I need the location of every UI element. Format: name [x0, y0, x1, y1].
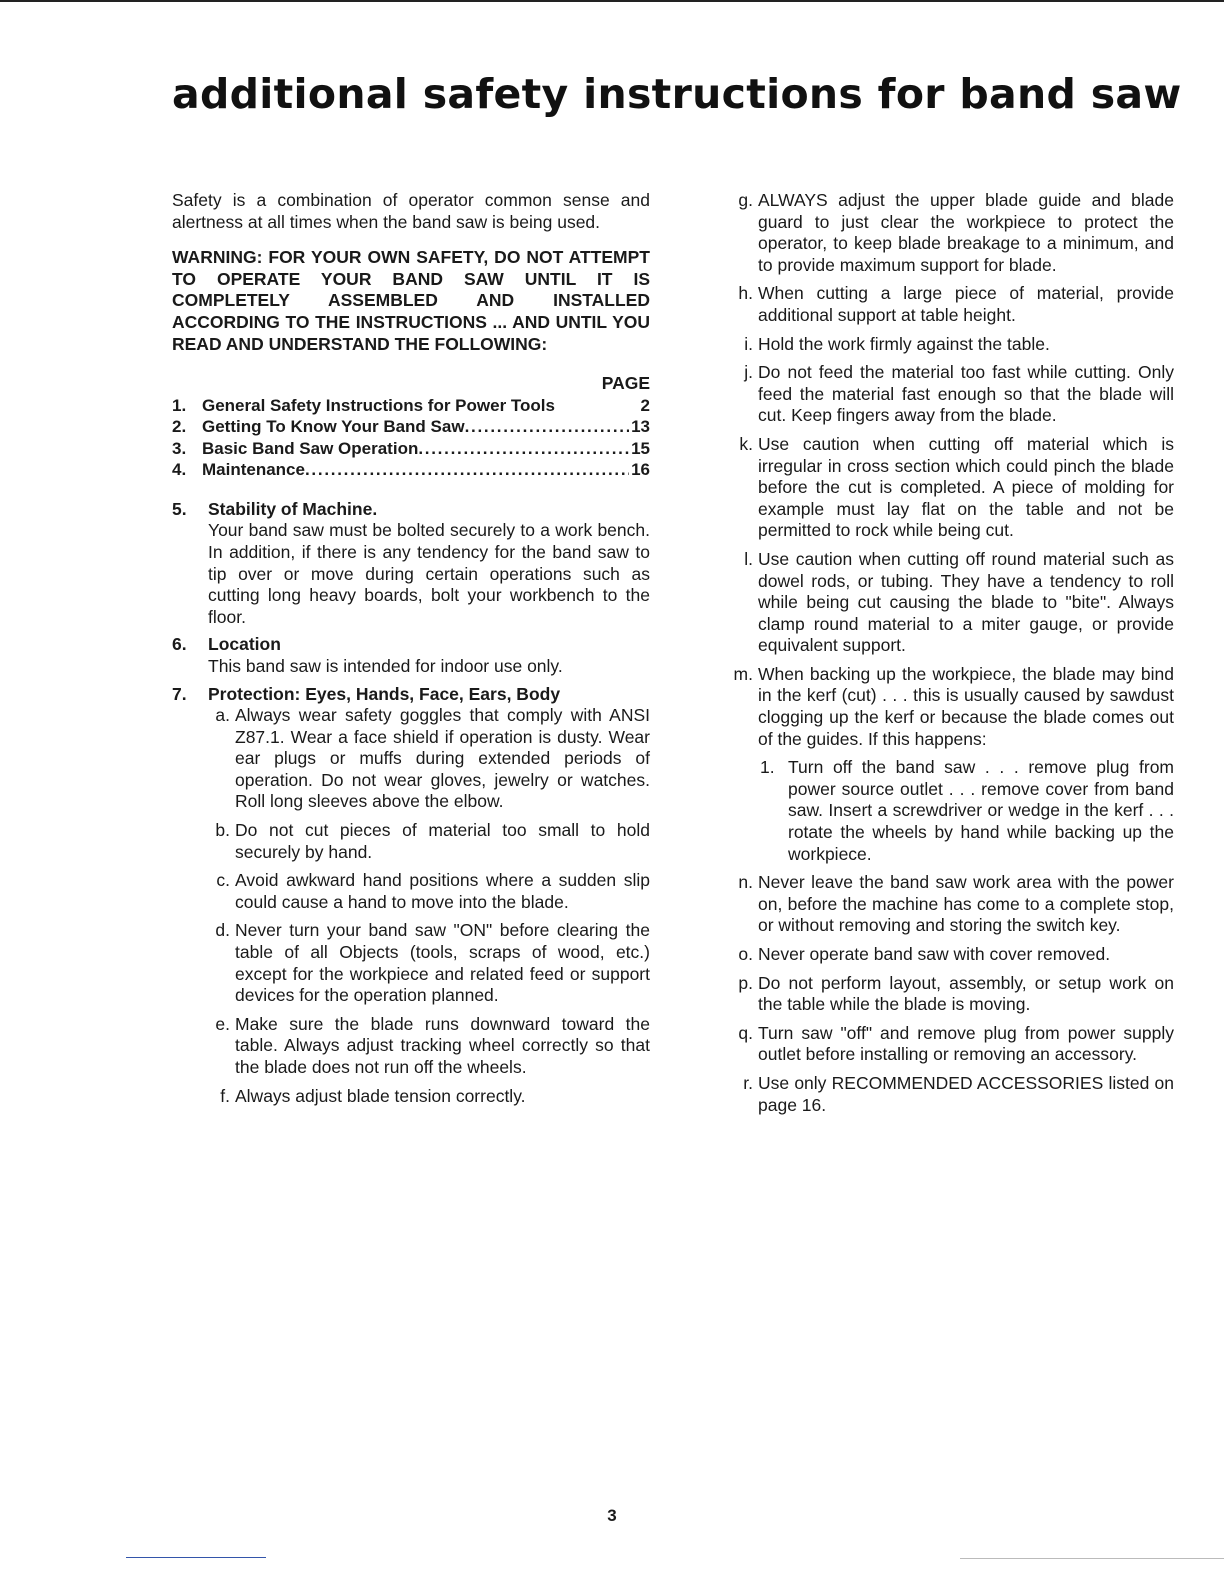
section-text: Your band saw must be bolted securely to a work bench. In addition, if there is any tendency for the band saw to tip over or move during certain operations such as cutting long heavy boards, bolt your workbench to the floor.: [208, 520, 650, 627]
list-item: [726, 334, 1174, 356]
section-stability: [172, 499, 650, 629]
section-location: [172, 634, 650, 677]
section-heading: Location: [208, 634, 281, 655]
item-text: Use caution when cutting off round material such as dowel rods, or tubing. They have a tendency to roll while being cut causing the blade to "bite". Always clamp round material to a miter gauge, or provide equivalent support.: [758, 548, 1174, 656]
list-item: [208, 870, 650, 913]
section-heading: Protection: Eyes, Hands, Face, Ears, Body: [208, 683, 561, 704]
contents-number: 3.: [172, 438, 187, 458]
section-number: 6.: [172, 634, 187, 655]
list-item: [726, 190, 1174, 276]
item-letter: k.: [739, 433, 753, 454]
item-text: Use caution when cutting off material which is irregular in cross section which could pinch the blade before the cut is completed. A piece of molding for example must lay flat on the table and not be permitted to rock while being cut.: [758, 433, 1174, 541]
list-item: [208, 1086, 650, 1108]
item-letter: m.: [733, 663, 753, 684]
list-item: [208, 820, 650, 863]
item-letter: r.: [743, 1072, 753, 1093]
contents-row: [172, 459, 650, 481]
sub-item-number: 1.: [760, 757, 775, 778]
contents-label: Basic Band Saw Operation: [202, 438, 419, 458]
item-text: When cutting a large piece of material, provide additional support at table height.: [758, 283, 1174, 325]
item-letter: p.: [738, 972, 753, 993]
item-text: Hold the work firmly against the table.: [758, 333, 1050, 354]
list-item: [726, 283, 1174, 326]
item-letter: j.: [744, 362, 753, 383]
list-item: [726, 944, 1174, 966]
list-item: [726, 434, 1174, 542]
dot-leader: [465, 416, 630, 438]
item-text: Avoid awkward hand positions where a sudden slip could cause a hand to move into the blade.: [235, 870, 650, 912]
footer-rule: [960, 1558, 1224, 1559]
page-title: additional safety instructions for band saw: [172, 70, 1182, 118]
list-item: [726, 362, 1174, 427]
list-item: [726, 1073, 1174, 1116]
section-heading: Stability of Machine.: [208, 498, 378, 519]
list-item: [726, 664, 1174, 865]
item-text: Make sure the blade runs downward toward the table. Always adjust tracking wheel correctly so that the blade does not run off the wheels.: [235, 1013, 650, 1077]
contents-number: 1.: [172, 395, 187, 415]
contents-page: 15: [631, 438, 650, 458]
item-letter: d.: [215, 920, 230, 941]
list-item: [726, 1023, 1174, 1066]
page-number: 3: [607, 1506, 617, 1525]
list-item: [726, 549, 1174, 657]
item-letter: q.: [738, 1022, 753, 1043]
item-text: Do not perform layout, assembly, or setup work on the table while the blade is moving.: [758, 972, 1174, 1015]
item-letter: a.: [215, 705, 230, 726]
item-text: Turn saw "off" and remove plug from power supply outlet before installing or removing an accessory.: [758, 1022, 1174, 1065]
item-text: Always wear safety goggles that comply with ANSI Z87.1. Wear a face shield if operation is dusty. Wear ear plugs or muffs during extended periods of operation. Do not wear gloves, jewelry or watches. Roll long sleeves above the elbow.: [235, 705, 650, 812]
contents-row: [172, 395, 650, 417]
item-letter: e.: [215, 1013, 230, 1034]
section-number: 5.: [172, 498, 187, 519]
contents-label: Getting To Know Your Band Saw: [202, 417, 465, 437]
contents-spacer: [555, 395, 639, 417]
list-item: [208, 1014, 650, 1079]
item-text: Always adjust blade tension correctly.: [235, 1085, 526, 1106]
item-letter: o.: [738, 944, 753, 964]
dot-leader: [305, 459, 629, 481]
dot-leader: [418, 438, 629, 460]
section-protection: [172, 684, 650, 1115]
contents-number: 4.: [172, 460, 187, 480]
item-letter: l.: [744, 548, 753, 569]
item-letter: i.: [744, 333, 753, 354]
list-item: [726, 973, 1174, 1016]
item-letter: f.: [220, 1085, 230, 1106]
item-letter: h.: [738, 283, 753, 304]
contents-row: [172, 438, 650, 460]
contents-number: 2.: [172, 417, 187, 437]
right-column: [726, 190, 1174, 1123]
contents-page: 2: [640, 395, 650, 415]
item-text: Never operate band saw with cover removed.: [758, 944, 1111, 964]
footer-rule: [126, 1557, 266, 1558]
item-letter: g.: [738, 190, 753, 210]
list-item: [726, 872, 1174, 937]
item-text: Do not feed the material too fast while cutting. Only feed the material fast enough so that the blade will cut. Keep fingers away from the blade.: [758, 362, 1174, 426]
sub-item-text: Turn off the band saw . . . remove plug from power source outlet . . . remove cover from band saw. Insert a screwdriver or wedge in the kerf . . . rotate the wheels by hand while backing up the workpiece.: [788, 757, 1174, 864]
contents-label: General Safety Instructions for Power Tools: [202, 395, 555, 415]
item-text: Never turn your band saw "ON" before clearing the table of all Objects (tools, scraps of wood, etc.) except for the workpiece and related feed or support devices for the operation planned.: [235, 920, 650, 1006]
item-letter: c.: [216, 870, 230, 891]
left-column: [172, 190, 650, 1120]
intro-paragraph: Safety is a combination of operator common sense and alertness at all times when the band saw is being used.: [172, 190, 650, 232]
contents-label: Maintenance: [202, 460, 305, 480]
contents-page: 13: [631, 417, 650, 437]
warning-paragraph: WARNING: FOR YOUR OWN SAFETY, DO NOT ATTEMPT TO OPERATE YOUR BAND SAW UNTIL IT IS COMPLETELY ASSEMBLED AND INSTALLED ACCORDING TO THE INSTRUCTIONS ... AND UNTIL YOU READ AND UNDERSTAND THE FOLLOWING:: [172, 247, 650, 354]
contents-page: 16: [631, 460, 650, 480]
sub-item: [758, 757, 1174, 865]
section-number: 7.: [172, 683, 187, 704]
item-text: When backing up the workpiece, the blade may bind in the kerf (cut) . . . this is usually caused by sawdust clogging up the kerf or because the blade comes out of the guides. If this happens:: [758, 663, 1174, 749]
section-text: This band saw is intended for indoor use only.: [208, 655, 563, 676]
item-text: Do not cut pieces of material too small to hold securely by hand.: [235, 820, 650, 862]
item-letter: n.: [738, 872, 753, 893]
contents-list: [172, 373, 650, 481]
contents-row: [172, 416, 650, 438]
list-item: [208, 920, 650, 1006]
item-text: Never leave the band saw work area with the power on, before the machine has come to a complete stop, or without removing and storing the switch key.: [758, 872, 1174, 936]
item-text: Use only RECOMMENDED ACCESSORIES listed on page 16.: [758, 1072, 1174, 1115]
item-letter: b.: [215, 820, 230, 841]
top-border: [0, 0, 1224, 2]
item-text: ALWAYS adjust the upper blade guide and blade guard to just clear the workpiece to protect the operator, to keep blade breakage to a minimum, and to provide maximum support for blade.: [758, 190, 1174, 275]
contents-page-header: PAGE: [601, 373, 650, 394]
list-item: [208, 705, 650, 813]
